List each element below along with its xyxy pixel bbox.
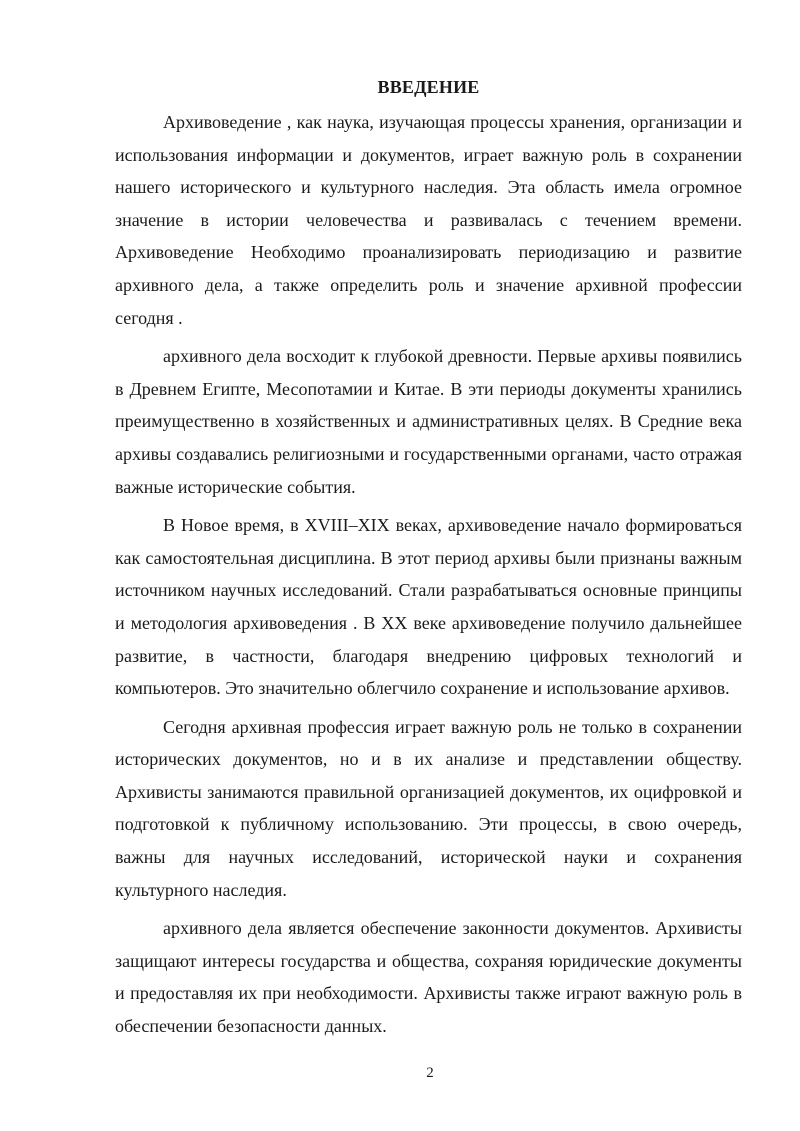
paragraph-ancient-archives: архивного дела восходит к глубокой древности. Первые архивы появились в Древнем Египте, Месопотамии и Китае. В эти периоды документы хранились преимущественно в хозяйственных и административных целях. В Средние века архивы создавались религиозными и государственными органами, часто отражая важные исторические события. [115,346,742,497]
section-heading: ВВЕДЕНИЕ [377,77,480,97]
page-number: 2 [426,1065,434,1081]
paragraph-legality: архивного дела является обеспечение законности документов. Архивисты защищают интересы государства и общества, сохраняя юридические документы и предоставляя их при необходимости. Архивисты также играют важную роль в обеспечении безопасности данных. [115,918,742,1037]
paragraph-today-profession: Сегодня архивная профессия играет важную роль не только в сохранении исторических документов, но и в их анализе и представлении обществу. Архивисты занимаются правильной организацией документов, их оцифровкой и подготовкой к публичному использованию. Эти процессы, в свою очередь, важны для научных исследований, исторической науки и сохранения культурного наследия. [115,716,742,900]
paragraph-introduction: Архивоведение , как наука, изучающая процессы хранения, организации и использования информации и документов, играет важную роль в сохранении нашего исторического и культурного наследия. Эта область имела огромное значение в истории человечества и развивалась с течением времени. Архивоведение Необходимо проанализировать периодизацию и развитие архивного дела, а также определить роль и значение архивной профессии сегодня . [115,112,742,328]
paragraph-modern-era: В Новое время, в XVIII–XIX веках, архивоведение начало формироваться как самостоятельная дисциплина. В этот период архивы были признаны важным источником научных исследований. Стали разрабатываться основные принципы и методология архивоведения . В XX веке архивоведение получило дальнейшее развитие, в частности, благодаря внедрению цифровых технологий и компьютеров. Это значительно облегчило сохранение и использование архивов. [115,515,742,699]
page-content [115,74,742,1049]
